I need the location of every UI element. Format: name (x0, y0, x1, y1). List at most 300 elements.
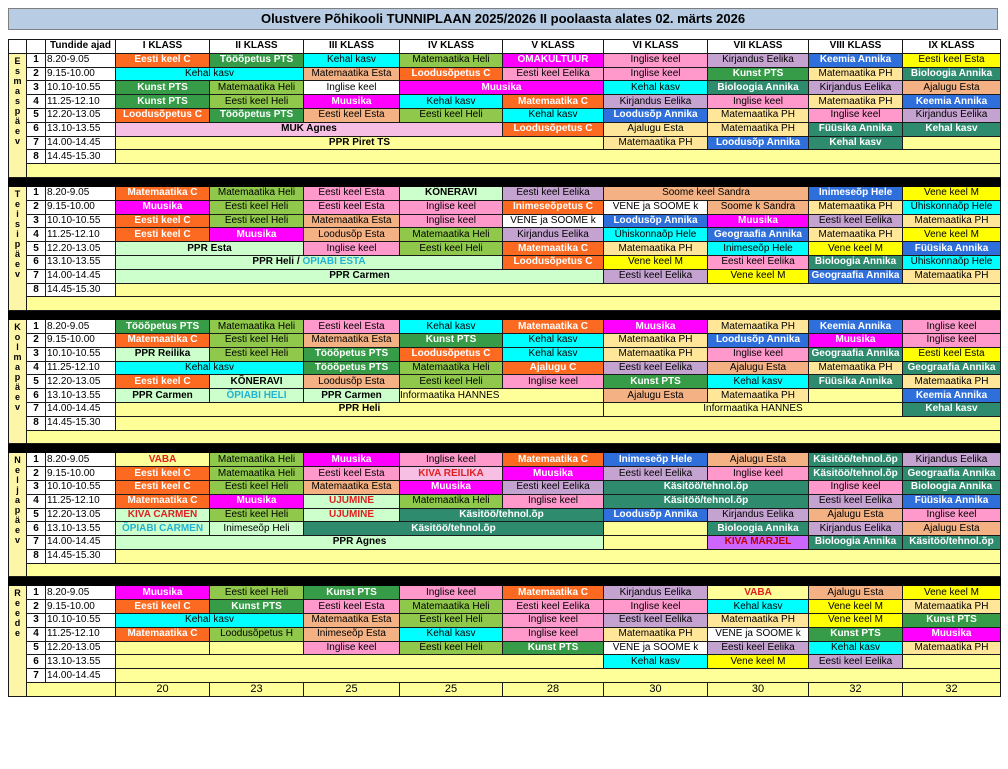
header-row (9, 40, 1001, 54)
lesson-cell: Eesti keel Heli (400, 375, 503, 389)
lesson-cell (116, 655, 604, 669)
total-cell: 25 (304, 683, 400, 697)
lesson-time: 10.10-10.55 (46, 614, 116, 628)
lesson-cell: Informaatika HANNES (604, 402, 903, 416)
lesson-cell: Kehal kasv (903, 122, 1001, 136)
class-header: VII KLASS (708, 40, 809, 54)
lesson-number: 5 (27, 508, 46, 522)
lesson-number: 8 (27, 150, 46, 164)
lesson-cell: Inimeseõp Hele (809, 186, 903, 200)
lesson-cell: Eesti keel C (116, 228, 210, 242)
lesson-cell: VENE ja SOOME k (604, 641, 708, 655)
day-label (9, 586, 27, 696)
lesson-cell: VENE ja SOOME k (708, 627, 809, 641)
lesson-time: 12.20-13.05 (46, 242, 116, 256)
lesson-cell: KÕNERAVI (210, 375, 304, 389)
day-label (9, 320, 27, 444)
lesson-time: 10.10-10.55 (46, 81, 116, 95)
lesson-cell: Kirjandus Eelika (903, 453, 1001, 467)
lesson-number: 5 (27, 375, 46, 389)
lesson-cell: Kehal kasv (708, 375, 809, 389)
empty-row (116, 283, 1001, 297)
lesson-cell (116, 255, 503, 269)
empty-row (116, 669, 1001, 683)
lesson-time: 8.20-9.05 (46, 53, 116, 67)
lesson-cell (903, 136, 1001, 150)
lesson-cell: Kirjandus Eelika (708, 508, 809, 522)
lesson-cell: Kunst PTS (116, 95, 210, 109)
lesson-cell: Matemaatika PH (604, 347, 708, 361)
lesson-cell: Inglise keel (903, 320, 1001, 334)
lesson-cell: Ajalugu Esta (708, 361, 809, 375)
lesson-cell: Eesti keel Esta (304, 320, 400, 334)
lesson-cell: Inglise keel (708, 347, 809, 361)
lesson-cell: PPR Carmen (116, 269, 604, 283)
lesson-number: 3 (27, 347, 46, 361)
lesson-cell: Inglise keel (400, 453, 503, 467)
lesson-time: 9.15-10.00 (46, 333, 116, 347)
lesson-time: 14.00-14.45 (46, 269, 116, 283)
total-cell: 32 (809, 683, 903, 697)
day-letter: e (14, 125, 20, 136)
lesson-time: 9.15-10.00 (46, 200, 116, 214)
lesson-cell: Matemaatika Heli (210, 467, 304, 481)
lesson-cell: Loodusõpetus C (400, 67, 503, 81)
spacer-row (27, 430, 1001, 444)
lesson-number: 3 (27, 480, 46, 494)
day-letter: e (14, 198, 20, 209)
lesson-cell: Inglise keel (503, 494, 604, 508)
lesson-number: 7 (27, 536, 46, 550)
lesson-cell: Ajalugu Esta (903, 81, 1001, 95)
class-header: V KLASS (503, 40, 604, 54)
lesson-cell: Matemaatika PH (809, 361, 903, 375)
day-letter: e (14, 598, 20, 609)
lesson-cell: Kunst PTS (708, 67, 809, 81)
spacer-cell (27, 683, 116, 697)
lesson-cell: Matemaatika Esta (304, 614, 400, 628)
lesson-cell: Loodusõp Esta (304, 375, 400, 389)
lesson-cell: Ajalugu Esta (903, 522, 1001, 536)
lesson-number: 1 (27, 586, 46, 600)
lesson-cell: Matemaatika PH (604, 136, 708, 150)
day-letter: ä (14, 382, 20, 393)
lesson-number: 4 (27, 494, 46, 508)
lesson-time: 9.15-10.00 (46, 67, 116, 81)
lesson-cell: Kunst PTS (210, 600, 304, 614)
lesson-cell: Kirjandus Eelika (604, 95, 708, 109)
day-separator (9, 577, 1001, 586)
lesson-cell: Vene keel M (708, 655, 809, 669)
lesson-number: 8 (27, 283, 46, 297)
lesson-cell: Matemaatika PH (708, 389, 809, 403)
lesson-cell: Käsitöö/tehnol.õp (304, 522, 604, 536)
day-label (9, 53, 27, 177)
lesson-cell: Bioloogia Annika (809, 536, 903, 550)
day-letter: K (14, 322, 21, 333)
lesson-number: 6 (27, 122, 46, 136)
lesson-cell: Tööõpetus PTS (304, 361, 400, 375)
lesson-cell: Inimeseõpetus C (503, 200, 604, 214)
spacer-row (27, 297, 1001, 311)
lesson-cell: Eesti keel Eelika (809, 214, 903, 228)
day-label (9, 453, 27, 577)
lesson-cell: Eesti keel C (116, 480, 210, 494)
lesson-number: 2 (27, 600, 46, 614)
lesson-cell: Eesti keel Heli (210, 508, 304, 522)
spacer-row (27, 563, 1001, 577)
lesson-text: ÕPIABI ESTA (302, 256, 366, 268)
lesson-cell: Matemaatika Heli (400, 361, 503, 375)
lesson-cell: OMAKULTUUR (503, 53, 604, 67)
lesson-cell: Matemaatika Heli (210, 186, 304, 200)
lesson-cell: Bioloogia Annika (708, 522, 809, 536)
lesson-cell: Vene keel M (809, 242, 903, 256)
day-separator (9, 177, 1001, 186)
day-letter: v (14, 402, 20, 413)
lesson-cell: Füüsika Annika (903, 494, 1001, 508)
lesson-time: 13.10-13.55 (46, 255, 116, 269)
lesson-cell: Eesti keel Heli (210, 95, 304, 109)
total-cell: 32 (903, 683, 1001, 697)
lesson-cell: Muusika (400, 480, 503, 494)
day-letter: p (14, 238, 21, 249)
lesson-cell: Eesti keel Heli (210, 333, 304, 347)
lesson-cell: Kehal kasv (400, 95, 503, 109)
lesson-cell: Muusika (903, 627, 1001, 641)
lesson-cell: Füüsika Annika (903, 242, 1001, 256)
lesson-cell: Kehal kasv (304, 53, 400, 67)
lesson-cell: Ühiskonnaõp Hele (903, 200, 1001, 214)
lesson-cell: Eesti keel Eelika (503, 67, 604, 81)
lesson-cell: Matemaatika PH (809, 200, 903, 214)
corner-cell (9, 40, 27, 54)
lesson-time: 14.45-15.30 (46, 549, 116, 563)
lesson-cell: Eesti keel C (116, 375, 210, 389)
lesson-cell: Inglise keel (400, 214, 503, 228)
lesson-cell: Matemaatika Esta (304, 67, 400, 81)
lesson-cell: Vene keel M (903, 228, 1001, 242)
lesson-cell: Matemaatika PH (903, 641, 1001, 655)
lesson-cell (809, 389, 903, 403)
lesson-time: 9.15-10.00 (46, 467, 116, 481)
day-letter: e (14, 525, 20, 536)
lesson-cell: Matemaatika PH (604, 242, 708, 256)
day-letter: d (14, 618, 21, 629)
lesson-cell: Eesti keel Eelika (503, 480, 604, 494)
lesson-cell: Vene keel M (809, 600, 903, 614)
lesson-cell: Geograafia Annika (903, 361, 1001, 375)
lesson-cell: Inglise keel (304, 242, 400, 256)
lesson-number: 2 (27, 200, 46, 214)
lesson-time: 9.15-10.00 (46, 600, 116, 614)
lesson-cell: Eesti keel Eelika (604, 361, 708, 375)
lesson-time: 11.25-12.10 (46, 228, 116, 242)
lesson-number: 6 (27, 389, 46, 403)
page-title: Olustvere Põhikooli TUNNIPLAAN 2025/2026 II poolaasta alates 02. märts 2026 (8, 8, 998, 30)
lesson-cell: Eesti keel Eelika (604, 614, 708, 628)
day-letter: ä (14, 515, 20, 526)
lesson-cell: Kirjandus Eelika (708, 53, 809, 67)
lesson-cell: Tööõpetus PTS (210, 53, 304, 67)
day-letter: R (14, 588, 21, 599)
lesson-cell: Eesti keel C (116, 214, 210, 228)
day-separator (9, 444, 1001, 453)
lesson-cell: Eesti keel Esta (903, 347, 1001, 361)
lesson-cell: PPR Agnes (116, 536, 604, 550)
lesson-time: 12.20-13.05 (46, 108, 116, 122)
lesson-cell: Matemaatika PH (809, 67, 903, 81)
lesson-cell: Loodusõp Annika (604, 508, 708, 522)
lesson-cell: Matemaatika Esta (304, 333, 400, 347)
lesson-cell: Inglise keel (304, 641, 400, 655)
lesson-cell: Eesti keel Esta (304, 600, 400, 614)
lesson-cell (604, 536, 708, 550)
lesson-cell: Eesti keel C (116, 600, 210, 614)
lesson-cell: Eesti keel Heli (210, 586, 304, 600)
time-header: Tundide ajad (46, 40, 116, 54)
lesson-cell: Matemaatika PH (708, 320, 809, 334)
lesson-number: 6 (27, 522, 46, 536)
lesson-cell: Inglise keel (708, 467, 809, 481)
lesson-cell: Kirjandus Eelika (903, 108, 1001, 122)
lesson-cell: Matemaatika PH (708, 122, 809, 136)
lesson-cell: Geograafia Annika (708, 228, 809, 242)
lesson-time: 13.10-13.55 (46, 522, 116, 536)
day-letter: v (14, 535, 20, 546)
total-cell: 30 (708, 683, 809, 697)
lesson-time: 14.00-14.45 (46, 136, 116, 150)
lesson-cell: Kehal kasv (903, 402, 1001, 416)
lesson-cell: KIVA MARJEL (708, 536, 809, 550)
lesson-cell: Kehal kasv (116, 67, 304, 81)
lesson-cell: Matemaatika PH (903, 375, 1001, 389)
lesson-cell: Inimeseõp Hele (604, 453, 708, 467)
lesson-cell: Keemia Annika (903, 389, 1001, 403)
lesson-time: 12.20-13.05 (46, 508, 116, 522)
lesson-cell: Kehal kasv (708, 600, 809, 614)
day-letter: m (13, 75, 22, 86)
lesson-cell (210, 641, 304, 655)
day-letter: e (14, 608, 20, 619)
class-header: I KLASS (116, 40, 210, 54)
lesson-cell: Muusika (210, 494, 304, 508)
class-header: II KLASS (210, 40, 304, 54)
lesson-time: 8.20-9.05 (46, 453, 116, 467)
lesson-cell: Loodusõpetus C (503, 122, 604, 136)
lesson-time: 13.10-13.55 (46, 655, 116, 669)
lesson-cell (116, 641, 210, 655)
lesson-cell: Füüsika Annika (809, 122, 903, 136)
lesson-cell: Inglise keel (604, 53, 708, 67)
lesson-cell: Loodusõp Annika (708, 136, 809, 150)
day-letter: v (14, 135, 20, 146)
lesson-cell: Eesti keel Eelika (708, 641, 809, 655)
spacer-row (27, 164, 1001, 178)
day-letter: p (14, 372, 21, 383)
lesson-cell: Kirjandus Eelika (809, 81, 903, 95)
day-letter: e (14, 392, 20, 403)
lesson-number: 2 (27, 67, 46, 81)
lesson-cell: VENE ja SOOME k (503, 214, 604, 228)
lesson-cell: PPR Esta (116, 242, 304, 256)
lesson-time: 10.10-10.55 (46, 480, 116, 494)
lesson-cell: Inglise keel (708, 95, 809, 109)
lesson-number: 3 (27, 81, 46, 95)
day-letter: e (14, 628, 20, 639)
day-letter: o (14, 332, 21, 343)
lesson-number: 4 (27, 95, 46, 109)
lesson-time: 8.20-9.05 (46, 586, 116, 600)
lesson-number: 5 (27, 108, 46, 122)
lesson-cell: Eesti keel Eelika (708, 255, 809, 269)
lesson-cell: Kehal kasv (604, 81, 708, 95)
lesson-cell: Kehal kasv (809, 641, 903, 655)
lesson-cell: Kunst PTS (903, 614, 1001, 628)
lesson-cell: Matemaatika Heli (400, 228, 503, 242)
lesson-number: 4 (27, 228, 46, 242)
lesson-cell: Matemaatika PH (708, 108, 809, 122)
lesson-cell: Kunst PTS (304, 586, 400, 600)
lesson-cell: Matemaatika PH (604, 627, 708, 641)
lesson-cell: Loodusõpetus C (503, 255, 604, 269)
day-letter: e (14, 465, 20, 476)
day-letter: p (14, 105, 21, 116)
day-letter: s (14, 65, 20, 76)
lesson-cell: Kehal kasv (503, 333, 604, 347)
lesson-text: PPR Heli / (252, 256, 300, 268)
lesson-cell: Matemaatika C (503, 453, 604, 467)
lesson-cell: Vene keel M (809, 614, 903, 628)
day-letter: e (14, 258, 20, 269)
lesson-cell: Matemaatika C (116, 627, 210, 641)
lesson-time: 11.25-12.10 (46, 361, 116, 375)
lesson-number: 7 (27, 402, 46, 416)
lesson-cell: Loodusõpetus C (400, 347, 503, 361)
lesson-cell: Matemaatika PH (903, 600, 1001, 614)
lesson-cell: Eesti keel Heli (400, 108, 503, 122)
lesson-cell: Loodusõp Annika (604, 214, 708, 228)
lesson-time: 13.10-13.55 (46, 389, 116, 403)
lesson-time: 14.45-15.30 (46, 150, 116, 164)
lesson-cell: Matemaatika PH (604, 333, 708, 347)
total-cell: 30 (604, 683, 708, 697)
lesson-cell: Vene keel M (903, 186, 1001, 200)
day-label (9, 186, 27, 310)
lesson-cell: Inglise keel (400, 586, 503, 600)
lesson-cell: Eesti keel Heli (400, 641, 503, 655)
lesson-cell: Ajalugu C (503, 361, 604, 375)
lesson-cell: Tööõpetus PTS (210, 108, 304, 122)
lesson-number: 6 (27, 655, 46, 669)
lesson-cell: Matemaatika PH (809, 95, 903, 109)
day-letter: j (16, 485, 19, 496)
lesson-cell: Loodusõp Annika (708, 333, 809, 347)
lesson-cell: Muusika (503, 467, 604, 481)
lesson-cell: Vene keel M (903, 586, 1001, 600)
lesson-cell (903, 655, 1001, 669)
lesson-cell: Kirjandus Eelika (809, 522, 903, 536)
lesson-cell: Eesti keel Esta (903, 53, 1001, 67)
lesson-cell: Matemaatika PH (903, 214, 1001, 228)
lesson-cell: Käsitöö/tehnol.õp (400, 508, 604, 522)
lesson-cell: MUK Agnes (116, 122, 503, 136)
lesson-cell: Muusika (116, 200, 210, 214)
lesson-time: 14.45-15.30 (46, 416, 116, 430)
lesson-cell: Soome keel Sandra (604, 186, 809, 200)
lesson-cell: Kehal kasv (503, 347, 604, 361)
lesson-cell: Inimeseõp Hele (708, 242, 809, 256)
lesson-cell: Kunst PTS (116, 81, 210, 95)
lesson-time: 10.10-10.55 (46, 347, 116, 361)
lesson-cell: Kunst PTS (503, 641, 604, 655)
lesson-cell: Matemaatika Heli (400, 53, 503, 67)
lesson-cell: Kehal kasv (400, 320, 503, 334)
lesson-cell: VABA (116, 453, 210, 467)
lesson-cell: Inglise keel (304, 81, 400, 95)
lesson-cell: Matemaatika Heli (400, 600, 503, 614)
lesson-cell: Inimeseõp Heli (210, 522, 304, 536)
lesson-time: 14.00-14.45 (46, 536, 116, 550)
lesson-cell: Eesti keel C (116, 467, 210, 481)
day-letter: ä (14, 115, 20, 126)
lesson-number: 5 (27, 641, 46, 655)
lesson-cell: Loodusõp Esta (304, 228, 400, 242)
day-letter: m (13, 352, 22, 363)
day-letter: ä (14, 248, 20, 259)
total-cell: 28 (503, 683, 604, 697)
lesson-cell: VABA (708, 586, 809, 600)
day-separator (9, 311, 1001, 320)
lesson-cell: Eesti keel Heli (400, 242, 503, 256)
timetable (8, 39, 1001, 697)
lesson-cell: Muusika (400, 81, 604, 95)
lesson-cell: Matemaatika C (116, 333, 210, 347)
lesson-time: 8.20-9.05 (46, 320, 116, 334)
lesson-cell: PPR Piret TS (116, 136, 604, 150)
lesson-cell: Keemia Annika (809, 320, 903, 334)
total-cell: 20 (116, 683, 210, 697)
lesson-cell: ÕPIABI CARMEN (116, 522, 210, 536)
corner-cell (27, 40, 46, 54)
day-letter: i (16, 228, 19, 239)
lesson-cell: PPR Reilika (116, 347, 210, 361)
lesson-cell: Kunst PTS (809, 627, 903, 641)
lesson-cell: Eesti keel Eelika (809, 494, 903, 508)
lesson-cell: Ajalugu Esta (604, 389, 708, 403)
lesson-cell: Kehal kasv (503, 108, 604, 122)
class-header: III KLASS (304, 40, 400, 54)
day-letter: s (14, 95, 20, 106)
lesson-time: 8.20-9.05 (46, 186, 116, 200)
lesson-time: 11.25-12.10 (46, 494, 116, 508)
lesson-cell: Bioloogia Annika (903, 67, 1001, 81)
lesson-cell: Kehal kasv (604, 655, 708, 669)
lesson-cell: ÕPIABI HELI (210, 389, 304, 403)
lesson-cell: Ühiskonnaõp Hele (604, 228, 708, 242)
lesson-cell: Keemia Annika (809, 53, 903, 67)
lesson-cell: Käsitöö/tehnol.õp (809, 453, 903, 467)
lesson-cell: Ajalugu Esta (604, 122, 708, 136)
lesson-cell: Kirjandus Eelika (604, 586, 708, 600)
lesson-cell: Inglise keel (809, 108, 903, 122)
lesson-cell: Eesti keel Esta (304, 467, 400, 481)
class-header: IV KLASS (400, 40, 503, 54)
lesson-cell: Loodusõp Annika (604, 108, 708, 122)
lesson-cell: Tööõpetus PTS (304, 347, 400, 361)
lesson-number: 7 (27, 269, 46, 283)
lesson-time: 12.20-13.05 (46, 641, 116, 655)
